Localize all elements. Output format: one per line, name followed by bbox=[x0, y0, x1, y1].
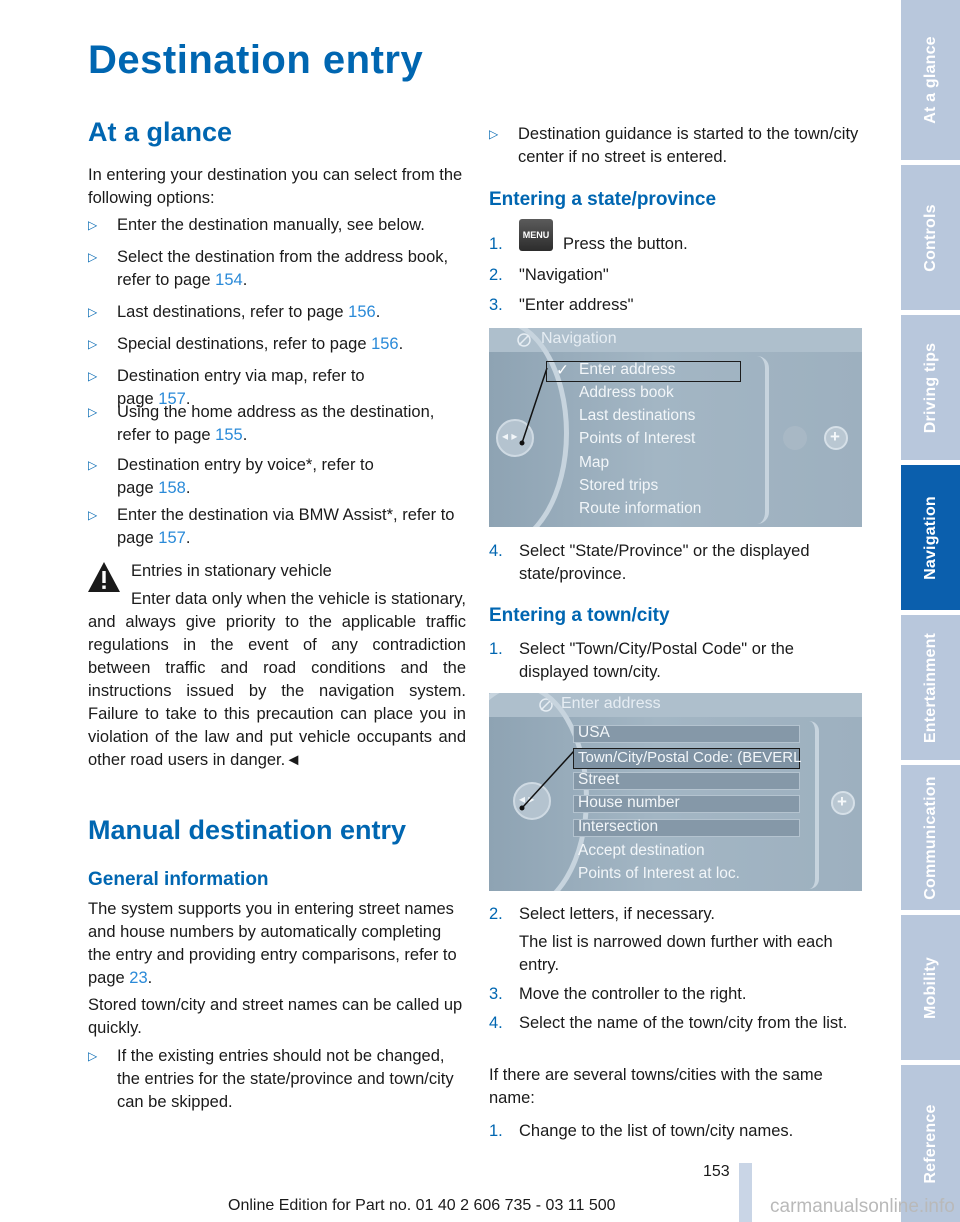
menu-item: Route information bbox=[579, 500, 702, 517]
step-item bbox=[489, 294, 859, 317]
menu-item: Map bbox=[579, 454, 610, 471]
menu-item: Points of Interest at loc. bbox=[578, 865, 740, 882]
step-text: Move the controller to the right. bbox=[519, 985, 747, 1003]
menu-item: Accept destination bbox=[578, 842, 705, 859]
step-text: Select the name of the town/city from the list. bbox=[519, 1014, 848, 1032]
bullet-marker-icon: ▷ bbox=[88, 1049, 98, 1063]
list-item-text: Last destinations, refer to page bbox=[117, 303, 349, 321]
list-item bbox=[489, 123, 864, 169]
list-item: ▷ Special destinations, refer to page 156. bbox=[88, 333, 463, 356]
list-item: ▷ Enter the destination via BMW Assist*, refer to page 157. bbox=[88, 506, 455, 547]
subheading-state: Entering a state/province bbox=[489, 189, 717, 210]
step-item bbox=[489, 230, 859, 256]
list-item: ▷ Destination entry via map, refer to page 157. bbox=[88, 367, 365, 408]
step-text: "Enter address" bbox=[519, 296, 634, 314]
list-item-text: Special destinations, refer to page bbox=[117, 335, 372, 353]
step-text: Select letters, if necessary. bbox=[519, 905, 715, 923]
page-ref-link[interactable]: 154 bbox=[215, 271, 243, 289]
list-item-text: Destination entry via map, refer to page bbox=[117, 367, 365, 408]
page-ref-link[interactable]: 155 bbox=[215, 426, 243, 444]
page-title: Destination entry bbox=[88, 38, 424, 82]
page-number: 153 bbox=[703, 1163, 730, 1180]
screen-title: Enter address bbox=[561, 695, 661, 712]
list-item: ▷ Destination entry by voice*, refer to page 158. bbox=[88, 456, 374, 497]
sidebar-tab-communication[interactable]: Communication bbox=[901, 765, 960, 910]
step-item bbox=[489, 1120, 859, 1143]
step-item bbox=[489, 638, 863, 684]
sidebar-tab-entertainment[interactable]: Entertainment bbox=[901, 615, 960, 760]
sidebar-tab-reference[interactable]: Reference bbox=[901, 1065, 960, 1222]
step-item bbox=[489, 540, 859, 586]
page-ref-link[interactable]: 157 bbox=[158, 529, 186, 547]
bullet-marker-icon: ▷ bbox=[88, 218, 98, 232]
menu-item: Town/City/Postal Code: (BEVERL bbox=[578, 749, 802, 766]
bullet-marker-icon: ▷ bbox=[88, 337, 98, 351]
bullet-marker-icon: ▷ bbox=[88, 458, 98, 472]
list-item-text: Destination guidance is started to the town/city center if no street is entered. bbox=[518, 125, 859, 166]
sidebar-tab-controls[interactable]: Controls bbox=[901, 165, 960, 310]
step-number: 3. bbox=[489, 296, 503, 314]
step-number: 1. bbox=[489, 640, 503, 658]
page-ref-link[interactable]: 157 bbox=[158, 390, 186, 408]
sidebar-tab-at-a-glance[interactable]: At a glance bbox=[901, 0, 960, 160]
list-item-text: Using the home address as the destination, refer to page bbox=[117, 403, 435, 444]
step-note: The list is narrowed down further with each entry. bbox=[519, 933, 833, 974]
menu-item: USA bbox=[578, 724, 610, 741]
list-item bbox=[88, 1045, 466, 1115]
step-text: Select "Town/City/Postal Code" or the displayed town/city. bbox=[519, 640, 794, 681]
bullet-marker-icon: ▷ bbox=[489, 127, 499, 141]
screen-title: Navigation bbox=[541, 330, 617, 347]
step-item bbox=[489, 264, 859, 287]
step-number: 3. bbox=[489, 985, 503, 1003]
bullet-marker-icon: ▷ bbox=[88, 250, 98, 264]
bullet-marker-icon: ▷ bbox=[88, 369, 98, 383]
list-item: ▷ Using the home address as the destination, refer to page 155. bbox=[88, 403, 435, 444]
paragraph: If there are several towns/cities with the same name: bbox=[489, 1066, 823, 1107]
list-item: ▷ Last destinations, refer to page 156. bbox=[88, 301, 463, 324]
bullet-marker-icon: ▷ bbox=[88, 405, 98, 419]
step-number: 2. bbox=[489, 905, 503, 923]
sidebar-tab-navigation[interactable]: Navigation bbox=[901, 465, 960, 610]
bullet-marker-icon: ▷ bbox=[88, 305, 98, 319]
watermark: carmanualsonline.info bbox=[770, 1196, 955, 1217]
page-ref-link[interactable]: 158 bbox=[158, 479, 186, 497]
menu-item: Address book bbox=[579, 384, 674, 401]
bullet-marker-icon: ▷ bbox=[88, 508, 98, 522]
sidebar-tab-mobility[interactable]: Mobility bbox=[901, 915, 960, 1060]
subheading-general-info: General information bbox=[88, 869, 269, 890]
warning-body: Enter data only when the vehicle is stationary, and always give priority to the applicable traffic regulations in the event of any contradiction between traffic and road conditions and the instructions issued by the navigation system. Failure to take to this precaution can place you in violation of the law and put vehicle occupants and other road users in danger.◄ bbox=[88, 590, 466, 769]
list-item bbox=[88, 214, 463, 237]
menu-item: Last destinations bbox=[579, 407, 696, 424]
step-item bbox=[489, 983, 859, 1006]
step-text: Change to the list of town/city names. bbox=[519, 1122, 794, 1140]
menu-item: Street bbox=[578, 771, 620, 788]
menu-item: Stored trips bbox=[579, 477, 659, 494]
menu-item: Enter address bbox=[579, 361, 676, 378]
page-divider bbox=[739, 1163, 752, 1222]
step-text: Press the button. bbox=[563, 235, 688, 253]
step-number: 2. bbox=[489, 266, 503, 284]
list-item-text: Enter the destination manually, see below. bbox=[117, 216, 425, 234]
step-number: 1. bbox=[489, 235, 503, 253]
menu-check-icon: ✓ bbox=[556, 362, 569, 379]
list-item-text: Select the destination from the address book, refer to page bbox=[117, 248, 449, 289]
menu-button-icon: MENU bbox=[519, 219, 553, 251]
menu-item: Points of Interest bbox=[579, 430, 696, 447]
page-ref-link[interactable]: 156 bbox=[348, 303, 376, 321]
step-item bbox=[489, 1012, 859, 1058]
page-ref-link[interactable]: 156 bbox=[371, 335, 399, 353]
intro-paragraph: In entering your destination you can select from the following options: bbox=[88, 166, 463, 207]
menu-item: House number bbox=[578, 794, 680, 811]
step-text: Select "State/Province" or the displayed state/province. bbox=[519, 542, 810, 583]
chapter-sidebar bbox=[901, 0, 960, 1222]
list-item: ▷ Select the destination from the address book, refer to page 154. bbox=[88, 248, 449, 289]
subheading-town: Entering a town/city bbox=[489, 605, 670, 626]
sidebar-tab-driving-tips[interactable]: Driving tips bbox=[901, 315, 960, 460]
step-item bbox=[489, 903, 859, 926]
enter-address-screenshot: Enter address ◂ ▸ USA Town/City/Postal Code: (BEVERL Street House number Intersection Accept destination Points of Interest at loc. + bbox=[489, 693, 862, 891]
paragraph: The system supports you in entering street names and house numbers by automatically completing the entry and providing entry comparisons, refer to page 23. bbox=[88, 900, 457, 987]
warning-title: Entries in stationary vehicle bbox=[131, 562, 332, 580]
menu-item: Intersection bbox=[578, 818, 659, 835]
navigation-menu-screenshot: Navigation ◂ ▸ ✓ Enter address Address book Last destinations Points of Interest Map Stored trips Route information + bbox=[489, 328, 862, 527]
footer-text: Online Edition for Part no. 01 40 2 606 735 - 03 11 500 bbox=[228, 1197, 616, 1214]
step-number: 1. bbox=[489, 1122, 503, 1140]
section-heading-at-a-glance: At a glance bbox=[88, 117, 233, 147]
step-text: "Navigation" bbox=[519, 266, 609, 284]
paragraph: Stored town/city and street names can be called up quickly. bbox=[88, 996, 463, 1037]
step-number: 4. bbox=[489, 1014, 503, 1032]
list-item-text: Enter the destination via BMW Assist*, refer to page bbox=[117, 506, 455, 547]
step-number: 4. bbox=[489, 542, 503, 560]
page-ref-link[interactable]: 23 bbox=[129, 969, 148, 987]
list-item-text: If the existing entries should not be changed, the entries for the state/province and town/city can be skipped. bbox=[117, 1047, 454, 1111]
list-item-text: Destination entry by voice*, refer to page bbox=[117, 456, 374, 497]
section-heading-manual: Manual destination entry bbox=[88, 815, 407, 845]
